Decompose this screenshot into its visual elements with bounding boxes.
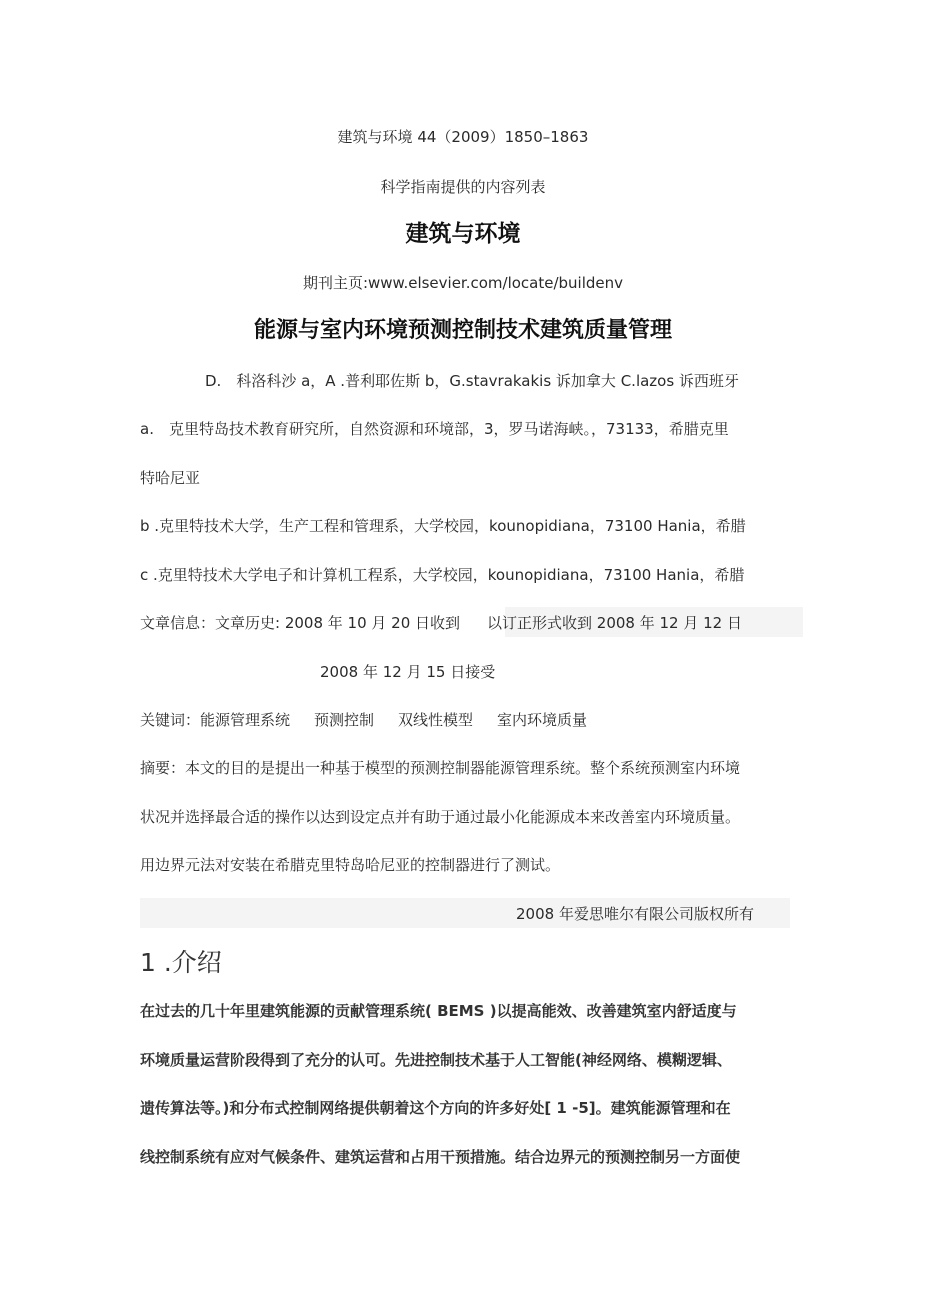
copyright-notice: 2008 年爱思唯尔有限公司版权所有 (516, 905, 754, 923)
history-revised: 以订正形式收到 2008 年 12 月 12 日 (487, 614, 742, 632)
article-history (140, 613, 742, 633)
author-list: D. 科洛科沙 a，A .普利耶佐斯 b，G.stavrakakis 诉加拿大 C.lazos 诉西班牙 (205, 372, 739, 390)
affiliation-a-continued: 特哈尼亚 (140, 469, 201, 487)
section-heading: 1 .介绍 (140, 948, 222, 977)
affiliation-a: a. 克里特岛技术教育研究所，自然资源和环境部，3，罗马诺海峡。，73133，希腊克里 (140, 420, 729, 438)
article-title: 能源与室内环境预测控制技术建筑质量管理 (253, 318, 672, 343)
history-received: 文章信息：文章历史: 2008 年 10 月 20 日收到 (140, 614, 461, 632)
abstract-line: 摘要：本文的目的是提出一种基于模型的预测控制器能源管理系统。整个系统预测室内环境 (140, 759, 741, 777)
affiliation-b: b .克里特技术大学，生产工程和管理系，大学校园，kounopidiana，73100 Hania，希腊 (140, 517, 746, 535)
body-line: 环境质量运营阶段得到了充分的认可。先进控制技术基于人工智能(神经网络、模糊逻辑、 (140, 1051, 732, 1069)
abstract-line: 用边界元法对安装在希腊克里特岛哈尼亚的控制器进行了测试。 (140, 856, 561, 874)
journal-homepage: 期刊主页:www.elsevier.com/locate/buildenv (302, 274, 624, 292)
keyword: 预测控制 (314, 711, 375, 729)
journal-citation: 建筑与环境 44（2009）1850–1863 (337, 128, 589, 146)
body-line: 在过去的几十年里建筑能源的贡献管理系统( BEMS )以提高能效、改善建筑室内舒适度与 (140, 1002, 737, 1020)
journal-name: 建筑与环境 (405, 221, 521, 247)
history-accepted: 2008 年 12 月 15 日接受 (320, 663, 496, 681)
contents-availability: 科学指南提供的内容列表 (380, 178, 546, 196)
abstract-line: 状况并选择最合适的操作以达到设定点并有助于通过最小化能源成本来改善室内环境质量。 (140, 808, 741, 826)
body-line: 线控制系统有应对气候条件、建筑运营和占用干预措施。结合边界元的预测控制另一方面使 (140, 1148, 741, 1166)
keyword: 室内环境质量 (497, 711, 588, 729)
keywords (140, 710, 587, 730)
keyword: 双线性模型 (398, 711, 474, 729)
affiliation-c: c .克里特技术大学电子和计算机工程系，大学校园，kounopidiana，73100 Hania，希腊 (140, 566, 745, 584)
keywords-label: 关键词：能源管理系统 (140, 711, 291, 729)
body-line: 遗传算法等。)和分布式控制网络提供朝着这个方向的许多好处[ 1 -5]。建筑能源管理和在 (140, 1099, 731, 1117)
